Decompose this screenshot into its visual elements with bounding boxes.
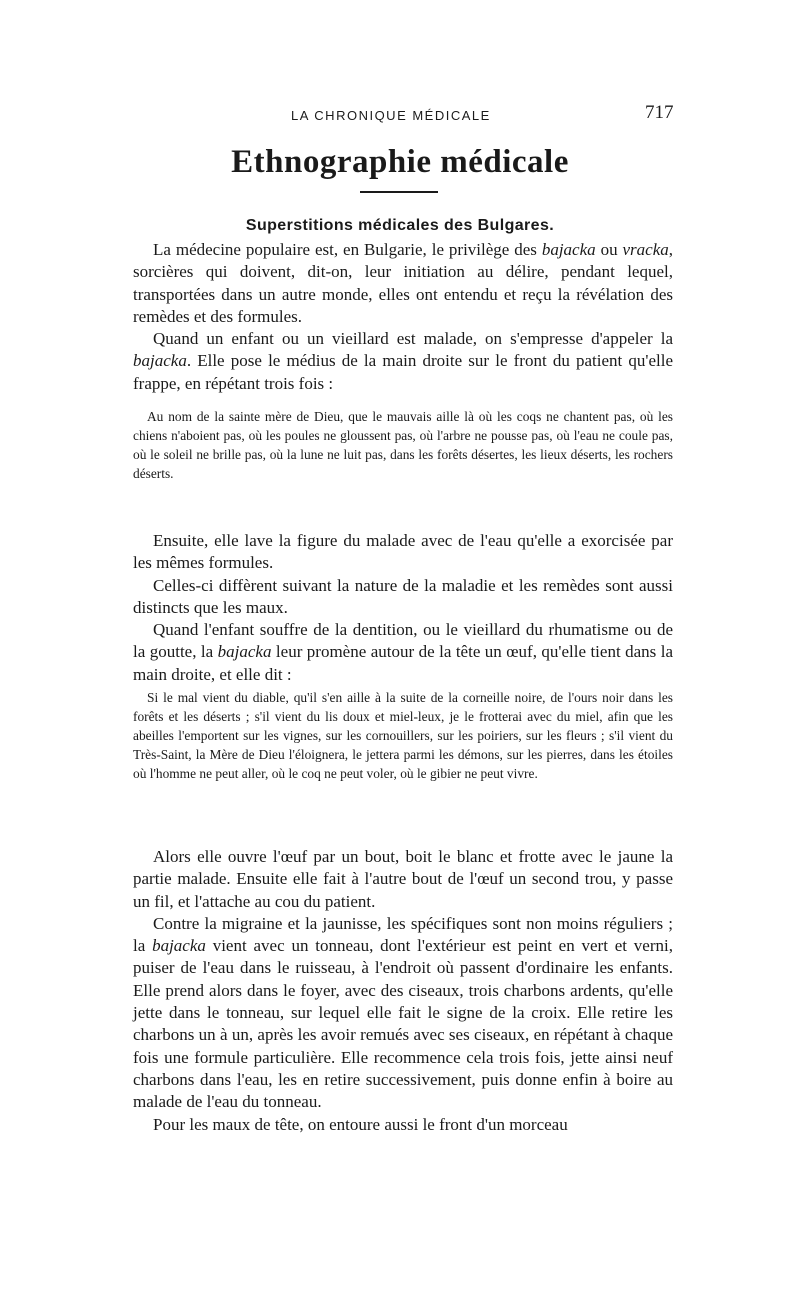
body-section-3 <box>133 846 673 1136</box>
paragraph-8: Pour les maux de tête, on entoure aussi le front d'un morceau <box>153 1114 568 1134</box>
article-title: Ethnographie médicale <box>231 144 569 180</box>
paragraph-6: Alors elle ouvre l'œuf par un bout, boit le blanc et frotte avec le jaune la partie malade. Ensuite elle fait à l'autre bout de l'œuf un second trou, y passe un fil, et l'attache au cou du patient. <box>133 847 673 911</box>
quote-paragraph-1: Au nom de la sainte mère de Dieu, que le mauvais aille là où les coqs ne chantent pas, où les chiens n'aboient pas, où les poules ne gloussent pas, où l'arbre ne pousse pas, où l'eau ne coule pas, où le soleil ne brille pas, où la lune ne luit pas, dans les forêts désertes, les lieux déserts, les rochers déserts. <box>133 409 673 481</box>
incantation-1 <box>133 407 673 483</box>
paragraph-7: Contre la migraine et la jaunisse, les spécifiques sont non moins réguliers ; la bajacka vient avec un tonneau, dont l'extérieur est peint en vert et verni, puiser de l'eau dans le ruisseau, à l'endroit où passent d'ordinaire les enfants. Elle prend alors dans le foyer, avec des ciseaux, trois charbons ardents, qu'elle jette dans le tonneau, sur lequel elle fait le signe de la croix. Elle retire les charbons un à un, après les avoir remués avec ses ciseaux, en répétant à chaque fois une formule particulière. Elle recommence cela trois fois, jette ainsi neuf charbons dans l'eau, les en retire successivement, puis donne enfin à boire au malade de l'eau du tonneau. <box>133 913 673 1112</box>
paragraph-3: Ensuite, elle lave la figure du malade avec de l'eau qu'elle a exorcisée par les mêmes formules. <box>133 531 673 573</box>
paragraph-5: Quand l'enfant souffre de la dentition, ou le vieillard du rhumatisme ou de la goutte, la bajacka leur promène autour de la tête un œuf, qu'elle tient dans la main droite, et elle dit : <box>133 620 673 684</box>
body-section-2 <box>133 530 673 686</box>
body-section-1 <box>133 239 673 395</box>
quote-paragraph-2: Si le mal vient du diable, qu'il s'en aille à la suite de la corneille noire, de l'ours noir dans les forêts et les déserts ; s'il vient du lis doux et miel-leux, je le frotterai avec du miel, afin que les abeilles l'emportent sur les vignes, sur les cornouillers, sur les poiriers, sur les fleurs ; s'il vient du Très-Saint, la Mère de Dieu l'éloignera, le jettera parmi les démons, sur les pierres, dans les étoiles où l'homme ne peut aller, où le coq ne peut voler, où le gibier ne peut vivre. <box>133 690 673 781</box>
paragraph-4: Celles-ci diffèrent suivant la nature de la maladie et les remèdes sont aussi distincts que les maux. <box>133 575 673 617</box>
article-subtitle: Superstitions médicales des Bulgares. <box>245 217 555 234</box>
title-divider <box>360 191 438 193</box>
page-number: 717 <box>645 102 674 123</box>
paragraph-2: Quand un enfant ou un vieillard est malade, on s'empresse d'appeler la bajacka. Elle pose le médius de la main droite sur le front du patient qu'elle frappe, en répétant trois fois : <box>133 329 673 393</box>
incantation-2 <box>133 688 673 783</box>
paragraph-1: La médecine populaire est, en Bulgarie, le privilège des bajacka ou vracka, sorcières qui doivent, dit-on, leur initiation au délire, pendant lequel, transportées dans un autre monde, elles ont entendu et reçu la révélation des remèdes et des formules. <box>133 240 674 326</box>
running-head: LA CHRONIQUE MÉDICALE <box>291 108 491 123</box>
